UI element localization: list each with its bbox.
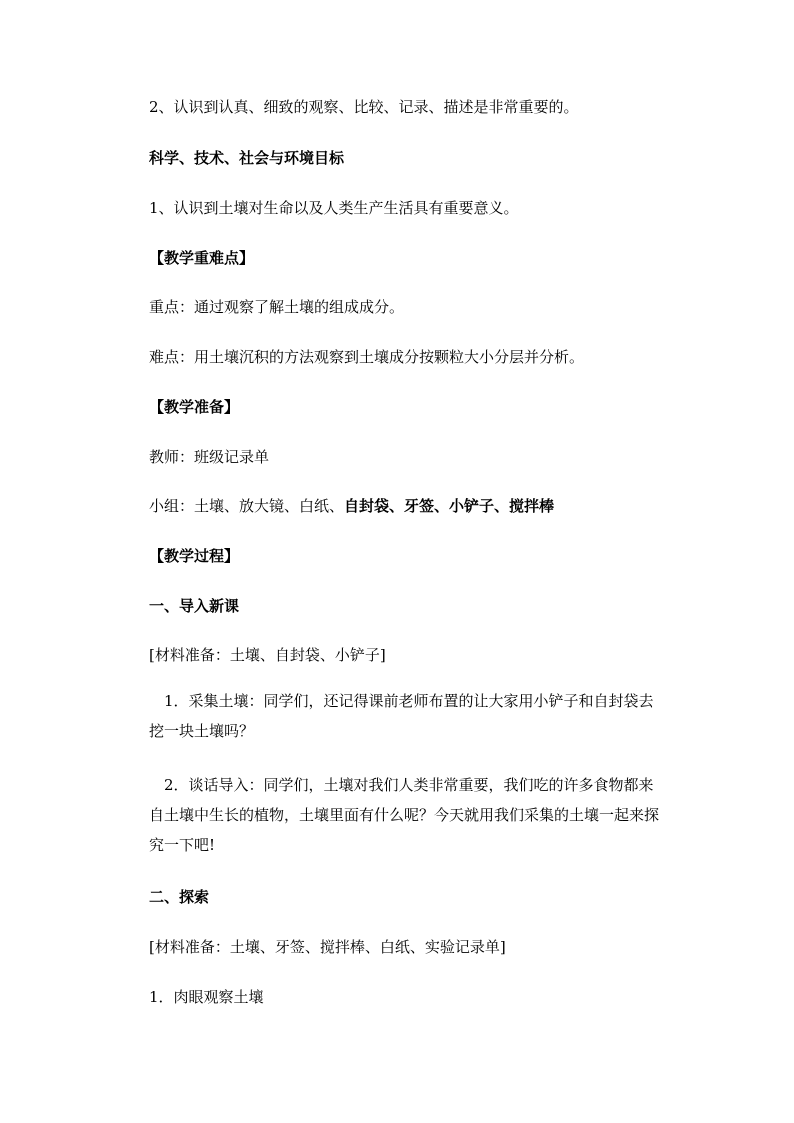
paragraph-line: 2．谈话导入：同学们，土壤对我们人类非常重要，我们吃的许多食物都来 <box>164 776 654 794</box>
sts-objectives-heading: 科学、技术、社会与环境目标 <box>149 149 345 167</box>
difficult-point-text: 难点：用土壤沉积的方法观察到土壤成分按颗粒大小分层并分析。 <box>149 348 585 366</box>
step-2-1-observe-soil-text: 1．肉眼观察土壤 <box>149 988 264 1006</box>
group-preparation-bold-text: 自封袋、牙签、小铲子、搅拌棒 <box>344 497 555 515</box>
teacher-preparation-text: 教师：班级记录单 <box>149 448 270 466</box>
paragraph-line: 1．采集土壤：同学们，还记得课前老师布置的让大家用小铲子和自封袋去 <box>164 692 654 710</box>
paragraph-line: 挖一块土壤吗？ <box>149 722 255 740</box>
section-2-materials-text: [材料准备：土壤、牙签、搅拌棒、白纸、实验记录单] <box>149 938 506 956</box>
sts-objective-1-text: 1、认识到土壤对生命以及人类生产生活具有重要意义。 <box>149 199 519 217</box>
objective-2-text: 2、认识到认真、细致的观察、比较、记录、描述是非常重要的。 <box>149 98 579 116</box>
paragraph-line: 究一下吧! <box>149 836 216 854</box>
group-preparation-text: 小组：土壤、放大镜、白纸、 <box>149 497 345 515</box>
section-1-materials-text: [材料准备：土壤、自封袋、小铲子] <box>149 646 386 664</box>
key-difficult-points-heading: 【教学重难点】 <box>149 249 255 267</box>
teaching-preparation-heading: 【教学准备】 <box>149 398 240 416</box>
key-point-text: 重点：通过观察了解土壤的组成成分。 <box>149 298 405 316</box>
section-1-heading: 一、导入新课 <box>149 597 240 615</box>
step-1-collect-soil-paragraph <box>149 686 679 746</box>
step-2-introduction-paragraph <box>149 770 679 860</box>
teaching-process-heading: 【教学过程】 <box>149 547 240 565</box>
paragraph-line: 自土壤中生长的植物，土壤里面有什么呢？今天就用我们采集的土壤一起来探 <box>149 806 660 824</box>
group-preparation-line <box>149 496 554 516</box>
section-2-heading: 二、探索 <box>149 888 210 906</box>
